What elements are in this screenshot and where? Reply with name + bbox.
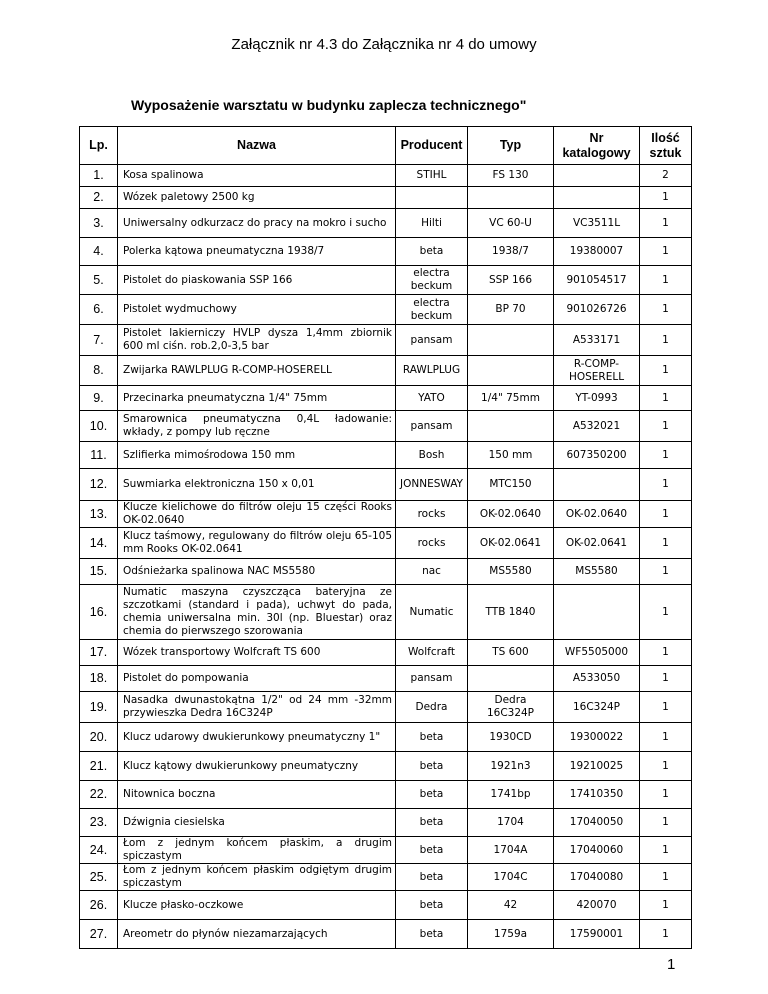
cell-producent bbox=[396, 187, 468, 209]
cell-ilosc: 1 bbox=[640, 864, 692, 891]
table-body bbox=[80, 165, 692, 949]
cell-ilosc: 1 bbox=[640, 411, 692, 442]
cell-nr-katalogowy: 17040060 bbox=[554, 837, 640, 864]
cell-nazwa: Nitownica boczna bbox=[118, 781, 396, 809]
cell-producent: beta bbox=[396, 781, 468, 809]
cell-ilosc: 1 bbox=[640, 585, 692, 640]
col-header-producent: Producent bbox=[396, 127, 468, 165]
table-row bbox=[80, 325, 692, 356]
cell-nazwa: Smarownica pneumatyczna 0,4L ładowanie: wkłady, z pompy lub ręczne bbox=[118, 411, 396, 442]
cell-nr-katalogowy: R-COMP-HOSERELL bbox=[554, 356, 640, 386]
cell-nazwa: Uniwersalny odkurzacz do pracy na mokro i sucho bbox=[118, 209, 396, 238]
cell-typ: 1704 bbox=[468, 809, 554, 837]
table-header-row bbox=[80, 127, 692, 165]
cell-nr-katalogowy: OK-02.0640 bbox=[554, 501, 640, 528]
cell-lp: 18. bbox=[80, 666, 118, 692]
col-header-ilosc: Ilość sztuk bbox=[640, 127, 692, 165]
cell-nazwa: Wózek transportowy Wolfcraft TS 600 bbox=[118, 640, 396, 666]
cell-ilosc: 1 bbox=[640, 209, 692, 238]
cell-lp: 8. bbox=[80, 356, 118, 386]
table-row bbox=[80, 528, 692, 559]
cell-ilosc: 1 bbox=[640, 920, 692, 949]
cell-producent: beta bbox=[396, 920, 468, 949]
page-number: 1 bbox=[667, 956, 676, 973]
cell-producent: pansam bbox=[396, 411, 468, 442]
table-row bbox=[80, 187, 692, 209]
col-header-nazwa: Nazwa bbox=[118, 127, 396, 165]
table-row bbox=[80, 809, 692, 837]
cell-ilosc: 1 bbox=[640, 723, 692, 752]
table-row bbox=[80, 781, 692, 809]
cell-ilosc: 1 bbox=[640, 781, 692, 809]
cell-nazwa: Klucze płasko-oczkowe bbox=[118, 891, 396, 920]
cell-ilosc: 1 bbox=[640, 238, 692, 266]
table-row bbox=[80, 266, 692, 295]
cell-producent: beta bbox=[396, 809, 468, 837]
cell-nazwa: Pistolet wydmuchowy bbox=[118, 295, 396, 325]
cell-typ: 1759a bbox=[468, 920, 554, 949]
cell-producent: YATO bbox=[396, 386, 468, 411]
cell-nr-katalogowy: 16C324P bbox=[554, 692, 640, 723]
cell-typ: TTB 1840 bbox=[468, 585, 554, 640]
cell-nr-katalogowy: 19210025 bbox=[554, 752, 640, 781]
table-row bbox=[80, 165, 692, 187]
cell-typ: 1/4" 75mm bbox=[468, 386, 554, 411]
cell-lp: 21. bbox=[80, 752, 118, 781]
cell-ilosc: 1 bbox=[640, 692, 692, 723]
document-header: Załącznik nr 4.3 do Załącznika nr 4 do umowy bbox=[231, 36, 537, 53]
table-row bbox=[80, 837, 692, 864]
cell-lp: 11. bbox=[80, 442, 118, 469]
cell-producent: beta bbox=[396, 864, 468, 891]
cell-producent: beta bbox=[396, 837, 468, 864]
cell-lp: 27. bbox=[80, 920, 118, 949]
cell-nazwa: Suwmiarka elektroniczna 150 x 0,01 bbox=[118, 469, 396, 501]
table-row bbox=[80, 442, 692, 469]
cell-nr-katalogowy bbox=[554, 187, 640, 209]
cell-typ bbox=[468, 356, 554, 386]
cell-typ: 1704C bbox=[468, 864, 554, 891]
cell-nr-katalogowy: 17040050 bbox=[554, 809, 640, 837]
table-row bbox=[80, 501, 692, 528]
cell-nazwa: Klucz taśmowy, regulowany do filtrów oleju 65-105 mm Rooks OK-02.0641 bbox=[118, 528, 396, 559]
cell-nazwa: Pistolet do pompowania bbox=[118, 666, 396, 692]
cell-nr-katalogowy: A533050 bbox=[554, 666, 640, 692]
cell-typ: MS5580 bbox=[468, 559, 554, 585]
cell-lp: 6. bbox=[80, 295, 118, 325]
cell-ilosc: 2 bbox=[640, 165, 692, 187]
cell-ilosc: 1 bbox=[640, 469, 692, 501]
cell-typ: 1741bp bbox=[468, 781, 554, 809]
cell-producent: beta bbox=[396, 238, 468, 266]
cell-nr-katalogowy: YT-0993 bbox=[554, 386, 640, 411]
cell-nazwa: Klucz kątowy dwukierunkowy pneumatyczny bbox=[118, 752, 396, 781]
cell-typ: 42 bbox=[468, 891, 554, 920]
cell-producent: Dedra bbox=[396, 692, 468, 723]
cell-lp: 26. bbox=[80, 891, 118, 920]
cell-nr-katalogowy: 17040080 bbox=[554, 864, 640, 891]
cell-producent: JONNESWAY bbox=[396, 469, 468, 501]
cell-lp: 24. bbox=[80, 837, 118, 864]
cell-lp: 22. bbox=[80, 781, 118, 809]
cell-nr-katalogowy: 901026726 bbox=[554, 295, 640, 325]
cell-lp: 19. bbox=[80, 692, 118, 723]
cell-lp: 16. bbox=[80, 585, 118, 640]
equipment-table bbox=[79, 126, 692, 949]
cell-typ: Dedra 16C324P bbox=[468, 692, 554, 723]
cell-lp: 2. bbox=[80, 187, 118, 209]
table-row bbox=[80, 891, 692, 920]
cell-nazwa: Zwijarka RAWLPLUG R-COMP-HOSERELL bbox=[118, 356, 396, 386]
cell-typ: VC 60-U bbox=[468, 209, 554, 238]
table-row bbox=[80, 666, 692, 692]
cell-nazwa: Odśnieżarka spalinowa NAC MS5580 bbox=[118, 559, 396, 585]
cell-nr-katalogowy: WF5505000 bbox=[554, 640, 640, 666]
cell-producent: Bosh bbox=[396, 442, 468, 469]
cell-nr-katalogowy: A533171 bbox=[554, 325, 640, 356]
cell-nr-katalogowy: 19300022 bbox=[554, 723, 640, 752]
cell-ilosc: 1 bbox=[640, 752, 692, 781]
cell-nazwa: Łom z jednym końcem płaskim odgiętym drugim spiczastym bbox=[118, 864, 396, 891]
cell-producent: beta bbox=[396, 723, 468, 752]
cell-producent: nac bbox=[396, 559, 468, 585]
cell-ilosc: 1 bbox=[640, 295, 692, 325]
table-row bbox=[80, 295, 692, 325]
cell-typ: MTC150 bbox=[468, 469, 554, 501]
cell-producent: RAWLPLUG bbox=[396, 356, 468, 386]
cell-typ: OK-02.0640 bbox=[468, 501, 554, 528]
cell-producent: pansam bbox=[396, 666, 468, 692]
cell-producent: beta bbox=[396, 752, 468, 781]
table-row bbox=[80, 209, 692, 238]
table-row bbox=[80, 469, 692, 501]
cell-producent: STIHL bbox=[396, 165, 468, 187]
cell-nazwa: Areometr do płynów niezamarzających bbox=[118, 920, 396, 949]
cell-nr-katalogowy: A532021 bbox=[554, 411, 640, 442]
cell-typ bbox=[468, 325, 554, 356]
cell-nazwa: Numatic maszyna czyszcząca bateryjna ze szczotkami (standard i pada), uchwyt do pada, chemia uniwersalna min. 30l (np. Bluestar) oraz chemia do pierwszego szorowania bbox=[118, 585, 396, 640]
cell-lp: 13. bbox=[80, 501, 118, 528]
table-row bbox=[80, 356, 692, 386]
cell-ilosc: 1 bbox=[640, 356, 692, 386]
cell-ilosc: 1 bbox=[640, 386, 692, 411]
cell-nr-katalogowy: 607350200 bbox=[554, 442, 640, 469]
cell-nr-katalogowy: 19380007 bbox=[554, 238, 640, 266]
cell-nr-katalogowy: 901054517 bbox=[554, 266, 640, 295]
col-header-lp: Lp. bbox=[80, 127, 118, 165]
cell-typ bbox=[468, 411, 554, 442]
cell-typ: FS 130 bbox=[468, 165, 554, 187]
cell-typ bbox=[468, 666, 554, 692]
cell-typ: 1921n3 bbox=[468, 752, 554, 781]
cell-ilosc: 1 bbox=[640, 837, 692, 864]
table-row bbox=[80, 411, 692, 442]
cell-lp: 23. bbox=[80, 809, 118, 837]
cell-nazwa: Kosa spalinowa bbox=[118, 165, 396, 187]
cell-ilosc: 1 bbox=[640, 266, 692, 295]
cell-ilosc: 1 bbox=[640, 666, 692, 692]
cell-lp: 9. bbox=[80, 386, 118, 411]
cell-nazwa: Nasadka dwunastokątna 1/2" od 24 mm -32mm przywieszka Dedra 16C324P bbox=[118, 692, 396, 723]
cell-lp: 12. bbox=[80, 469, 118, 501]
cell-typ: 150 mm bbox=[468, 442, 554, 469]
cell-typ: BP 70 bbox=[468, 295, 554, 325]
cell-producent: Wolfcraft bbox=[396, 640, 468, 666]
cell-lp: 14. bbox=[80, 528, 118, 559]
cell-ilosc: 1 bbox=[640, 891, 692, 920]
cell-ilosc: 1 bbox=[640, 640, 692, 666]
cell-ilosc: 1 bbox=[640, 528, 692, 559]
cell-nazwa: Dźwignia ciesielska bbox=[118, 809, 396, 837]
cell-lp: 25. bbox=[80, 864, 118, 891]
cell-nazwa: Pistolet lakierniczy HVLP dysza 1,4mm zbiornik 600 ml ciśn. rob.2,0-3,5 bar bbox=[118, 325, 396, 356]
cell-ilosc: 1 bbox=[640, 442, 692, 469]
cell-producent: pansam bbox=[396, 325, 468, 356]
cell-nazwa: Pistolet do piaskowania SSP 166 bbox=[118, 266, 396, 295]
cell-lp: 10. bbox=[80, 411, 118, 442]
cell-nr-katalogowy: MS5580 bbox=[554, 559, 640, 585]
cell-nr-katalogowy: VC3511L bbox=[554, 209, 640, 238]
col-header-nr-katalogowy: Nr katalogowy bbox=[554, 127, 640, 165]
cell-nr-katalogowy: 420070 bbox=[554, 891, 640, 920]
table-row bbox=[80, 723, 692, 752]
cell-lp: 4. bbox=[80, 238, 118, 266]
cell-lp: 1. bbox=[80, 165, 118, 187]
cell-nazwa: Klucze kielichowe do filtrów oleju 15 części Rooks OK-02.0640 bbox=[118, 501, 396, 528]
table-row bbox=[80, 386, 692, 411]
cell-producent: electra beckum bbox=[396, 266, 468, 295]
cell-producent: Numatic bbox=[396, 585, 468, 640]
cell-ilosc: 1 bbox=[640, 325, 692, 356]
cell-nazwa: Przecinarka pneumatyczna 1/4" 75mm bbox=[118, 386, 396, 411]
cell-ilosc: 1 bbox=[640, 501, 692, 528]
cell-nazwa: Polerka kątowa pneumatyczna 1938/7 bbox=[118, 238, 396, 266]
cell-typ: TS 600 bbox=[468, 640, 554, 666]
cell-lp: 20. bbox=[80, 723, 118, 752]
col-header-typ: Typ bbox=[468, 127, 554, 165]
table-row bbox=[80, 559, 692, 585]
cell-typ: 1938/7 bbox=[468, 238, 554, 266]
table-row bbox=[80, 864, 692, 891]
cell-typ: SSP 166 bbox=[468, 266, 554, 295]
cell-producent: rocks bbox=[396, 501, 468, 528]
table-row bbox=[80, 920, 692, 949]
table-row bbox=[80, 692, 692, 723]
cell-nr-katalogowy bbox=[554, 165, 640, 187]
cell-nazwa: Klucz udarowy dwukierunkowy pneumatyczny 1" bbox=[118, 723, 396, 752]
cell-nr-katalogowy bbox=[554, 469, 640, 501]
cell-producent: rocks bbox=[396, 528, 468, 559]
table-row bbox=[80, 640, 692, 666]
cell-nr-katalogowy: 17410350 bbox=[554, 781, 640, 809]
cell-typ: OK-02.0641 bbox=[468, 528, 554, 559]
document-title: Wyposażenie warsztatu w budynku zaplecza technicznego" bbox=[131, 97, 527, 113]
cell-lp: 7. bbox=[80, 325, 118, 356]
table-row bbox=[80, 752, 692, 781]
cell-nazwa: Łom z jednym końcem płaskim, a drugim spiczastym bbox=[118, 837, 396, 864]
cell-ilosc: 1 bbox=[640, 559, 692, 585]
cell-typ: 1930CD bbox=[468, 723, 554, 752]
cell-ilosc: 1 bbox=[640, 809, 692, 837]
cell-lp: 17. bbox=[80, 640, 118, 666]
cell-typ: 1704A bbox=[468, 837, 554, 864]
cell-lp: 15. bbox=[80, 559, 118, 585]
cell-lp: 5. bbox=[80, 266, 118, 295]
cell-typ bbox=[468, 187, 554, 209]
cell-nr-katalogowy: 17590001 bbox=[554, 920, 640, 949]
cell-nazwa: Szlifierka mimośrodowa 150 mm bbox=[118, 442, 396, 469]
cell-nazwa: Wózek paletowy 2500 kg bbox=[118, 187, 396, 209]
cell-nr-katalogowy: OK-02.0641 bbox=[554, 528, 640, 559]
cell-lp: 3. bbox=[80, 209, 118, 238]
cell-nr-katalogowy bbox=[554, 585, 640, 640]
table-row bbox=[80, 238, 692, 266]
cell-producent: Hilti bbox=[396, 209, 468, 238]
table-row bbox=[80, 585, 692, 640]
cell-ilosc: 1 bbox=[640, 187, 692, 209]
cell-producent: electra beckum bbox=[396, 295, 468, 325]
cell-producent: beta bbox=[396, 891, 468, 920]
